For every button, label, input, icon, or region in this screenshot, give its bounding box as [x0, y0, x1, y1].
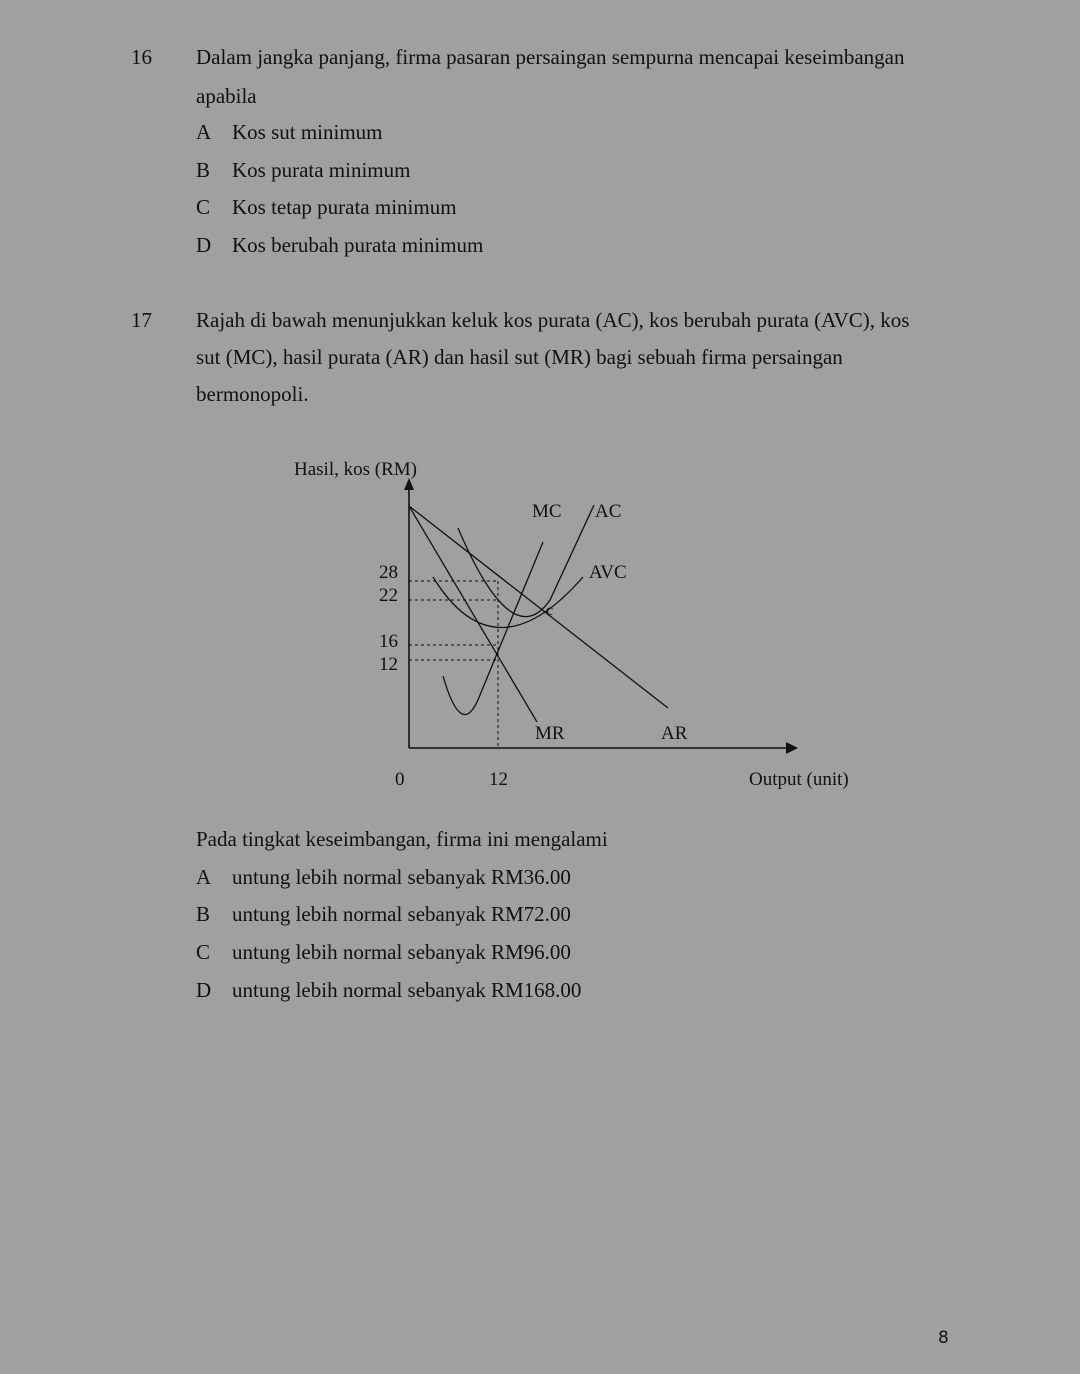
q16-option-letter: B [196, 158, 211, 182]
avc-label: AVC [589, 562, 627, 583]
q17-option-c [196, 940, 571, 965]
q16-option-letter: A [196, 120, 212, 144]
x-tick-label: 12 [489, 769, 508, 790]
q17-option-text: untung lebih normal sebanyak RM168.00 [232, 978, 582, 1002]
mc-curve [443, 542, 543, 715]
guide-lines [409, 581, 498, 748]
x-axis-arrow [786, 742, 798, 754]
q16-stem-line2: apabila [196, 84, 257, 108]
mc-label: MC [532, 501, 562, 522]
q17-stem-line3: bermonopoli. [196, 382, 309, 406]
y-tick-label: 16 [379, 631, 398, 652]
q16-option-text: Kos tetap purata minimum [232, 195, 457, 219]
q17-option-text: untung lebih normal sebanyak RM72.00 [232, 902, 571, 926]
ar-curve [409, 506, 668, 708]
q16-option-d [196, 233, 483, 258]
x-axis-title: Output (unit) [749, 769, 849, 790]
ar-label: AR [661, 723, 688, 744]
y-tick-label: 28 [379, 562, 398, 583]
ac-label: AC [595, 501, 622, 522]
y-tick-label: 22 [379, 585, 398, 606]
q17-option-letter: B [196, 902, 211, 926]
origin-label: 0 [395, 769, 405, 790]
q16-option-b [196, 158, 410, 183]
q16-option-a [196, 120, 383, 145]
q17-option-text: untung lebih normal sebanyak RM96.00 [232, 940, 571, 964]
cost-revenue-diagram [0, 440, 1080, 800]
mr-label: MR [535, 723, 565, 744]
q16-option-text: Kos berubah purata minimum [232, 233, 484, 257]
q17-question: Pada tingkat keseimbangan, firma ini mengalami [196, 827, 608, 851]
q16-option-text: Kos sut minimum [232, 120, 383, 144]
q16-option-letter: D [196, 233, 212, 257]
q17-option-b [196, 902, 571, 927]
point-c-label: c [546, 602, 554, 619]
q17-option-letter: C [196, 940, 211, 964]
q16-number: 16 [131, 45, 152, 69]
q16-option-letter: C [196, 195, 211, 219]
q17-number: 17 [131, 308, 152, 332]
y-tick-label: 12 [379, 654, 398, 675]
q17-stem-line2: sut (MC), hasil purata (AR) dan hasil sut (MR) bagi sebuah firma persaingan [196, 345, 843, 369]
page-number: 8 [938, 1328, 949, 1348]
q17-option-letter: A [196, 865, 212, 889]
q17-option-a [196, 865, 571, 890]
q16-option-c [196, 195, 457, 220]
y-axis-title: Hasil, kos (RM) [294, 459, 417, 480]
q16-stem-line1: Dalam jangka panjang, firma pasaran persaingan sempurna mencapai keseimbangan [196, 45, 905, 69]
q17-option-text: untung lebih normal sebanyak RM36.00 [232, 865, 571, 889]
q16-option-text: Kos purata minimum [232, 158, 411, 182]
q17-option-d [196, 978, 581, 1003]
mr-curve [409, 506, 537, 722]
q17-stem-line1: Rajah di bawah menunjukkan keluk kos purata (AC), kos berubah purata (AVC), kos [196, 308, 910, 332]
q17-option-letter: D [196, 978, 212, 1002]
